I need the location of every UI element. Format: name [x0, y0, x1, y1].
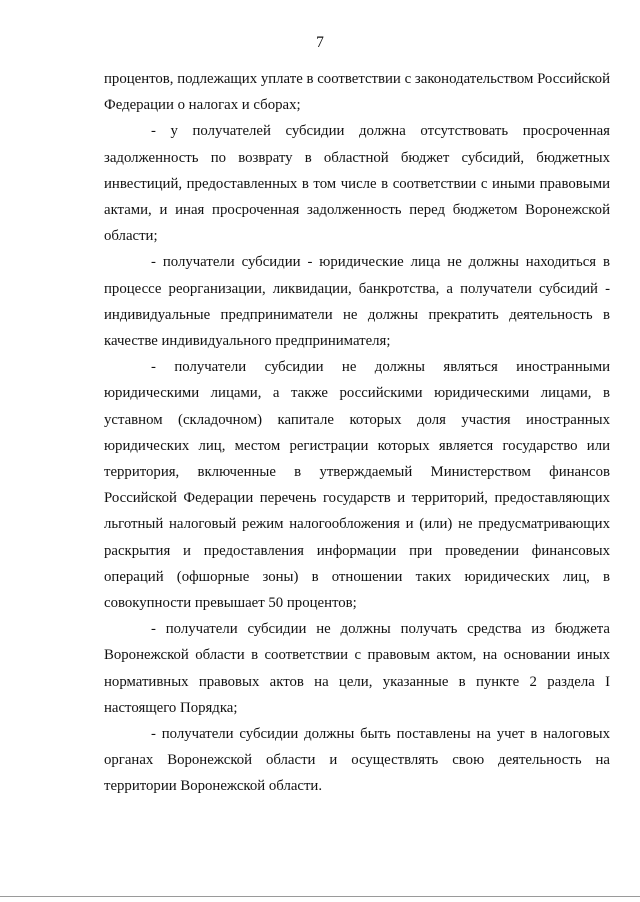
paragraph-continuation: процентов, подлежащих уплате в соответствии с законодательством Российской Федерации о налогах и сборах;	[104, 71, 610, 114]
paragraph-no-other-funds: - получатели субсидии не должны получать средства из бюджета Воронежской области в соответствии с правовым актом, на основании иных нормативных правовых актов на цели, указанные в пункте 2 раздела I настоящего Порядка;	[104, 621, 610, 716]
bottom-divider	[0, 896, 640, 897]
paragraph-no-reorganization: - получатели субсидии - юридические лица не должны находиться в процессе реорганизации, ликвидации, банкротства, а получатели субсидий - индивидуальные предприниматели не должны прекратить деятельность в качестве индивидуального предпринимателя;	[104, 254, 610, 350]
paragraph-no-overdue-debt: - у получателей субсидии должна отсутствовать просроченная задолженность по возврату в областной бюджет субсидий, бюджетных инвестиций, предоставленных в том числе в соответствии с иными правовыми актами, и иная просроченная задолженность перед бюджетом Воронежской области;	[104, 123, 610, 245]
paragraph-tax-registration: - получатели субсидии должны быть поставлены на учет в налоговых органах Воронежской области и осуществлять свою деятельность на территории Воронежской области.	[104, 726, 610, 795]
paragraph-no-foreign-entities: - получатели субсидии не должны являться иностранными юридическими лицами, а также российскими юридическими лицами, в уставном (складочном) капитале которых доля участия иностранных юридических лиц, местом регистрации которых является государство или территория, включенные в утверждаемый Министерством финансов Российской Федерации перечень государств и территорий, предоставляющих льготный налоговый режим налогообложения и (или) не предусматривающих раскрытия и предоставления информации при проведении финансовых операций (офшорные зоны) в отношении таких юридических лиц, в совокупности превышает 50 процентов;	[104, 359, 610, 612]
document-body	[104, 66, 610, 800]
page-number: 7	[316, 34, 324, 51]
